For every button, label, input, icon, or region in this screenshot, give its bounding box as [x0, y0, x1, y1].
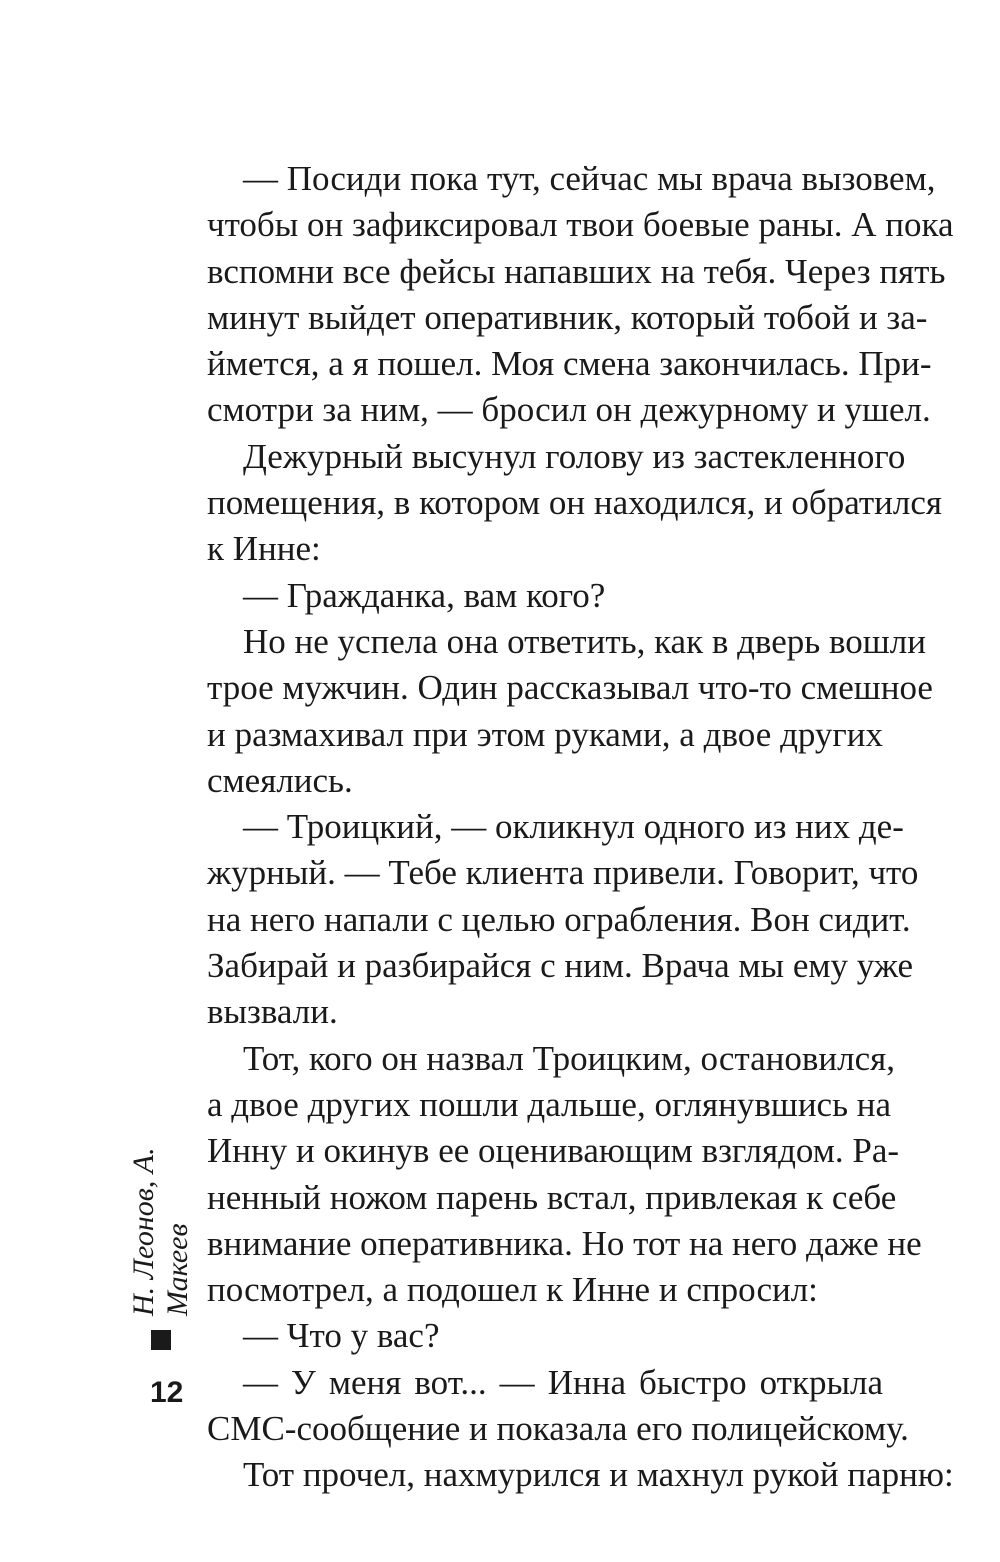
text-line: — Посиди пока тут, сейчас мы врача вызовем,	[243, 159, 936, 198]
text-line: — Гражданка, вам кого?	[243, 575, 606, 615]
text-line: СМС-сообщение и показала его полицейскому.	[207, 1409, 909, 1449]
text-line: — У меня вот... — Инна быстро открыла	[243, 1362, 883, 1402]
body-text	[207, 156, 954, 1499]
text-line: ненный ножом парень встал, привлекая к себе	[207, 1177, 897, 1217]
text-line: на него напали с целью ограбления. Вон сидит.	[207, 899, 911, 939]
page-number: 12	[150, 1376, 184, 1409]
text-line: Тот прочел, нахмурился и махнул рукой парню:	[243, 1455, 954, 1495]
text-line: Но не успела она ответить, как в дверь вошли	[243, 621, 926, 661]
text-line: — Троицкий, — окликнул одного из них де-	[243, 807, 904, 847]
text-line: смеялись.	[207, 760, 353, 800]
text-line: а двое других пошли дальше, оглянувшись на	[207, 1084, 892, 1124]
text-line: вызвали.	[207, 992, 338, 1032]
text-line: минут выйдет оперативник, который тобой и за-	[207, 297, 928, 337]
text-line: журный. — Тебе клиента привели. Говорит, что	[207, 853, 919, 893]
text-line: смотри за ним, — бросил он дежурному и ушел.	[207, 390, 931, 430]
running-head	[127, 1050, 194, 1350]
text-line: чтобы он зафиксировал твои боевые раны. А пока	[207, 205, 954, 245]
text-line: трое мужчин. Один рассказывал что-то смешное	[207, 668, 933, 708]
text-line: посмотрел, а подошел к Инне и спросил:	[207, 1270, 818, 1310]
square-marker-icon	[151, 1330, 171, 1350]
text-line: внимание оперативника. Но тот на него даже не	[207, 1223, 922, 1263]
text-line: к Инне:	[207, 529, 321, 569]
text-line: Забирай и разбирайся с ним. Врача мы ему уже	[207, 946, 914, 986]
text-line: помещения, в котором он находился, и обратился	[207, 483, 942, 523]
text-line: Инну и окинув ее оценивающим взглядом. Ра-	[207, 1131, 900, 1171]
text-line: и размахивал при этом руками, а двое других	[207, 714, 883, 754]
running-head-text: Н. Леонов, А. Макеев	[127, 1147, 194, 1316]
text-line: ймется, а я пошел. Моя смена закончилась. При-	[207, 344, 932, 384]
text-line: Тот, кого он назвал Троицким, остановился,	[243, 1038, 895, 1078]
text-line: — Что у вас?	[243, 1316, 440, 1356]
text-line: вспомни все фейсы напавших на тебя. Через пять	[207, 251, 946, 291]
text-line: Дежурный высунул голову из застекленного	[243, 436, 906, 476]
